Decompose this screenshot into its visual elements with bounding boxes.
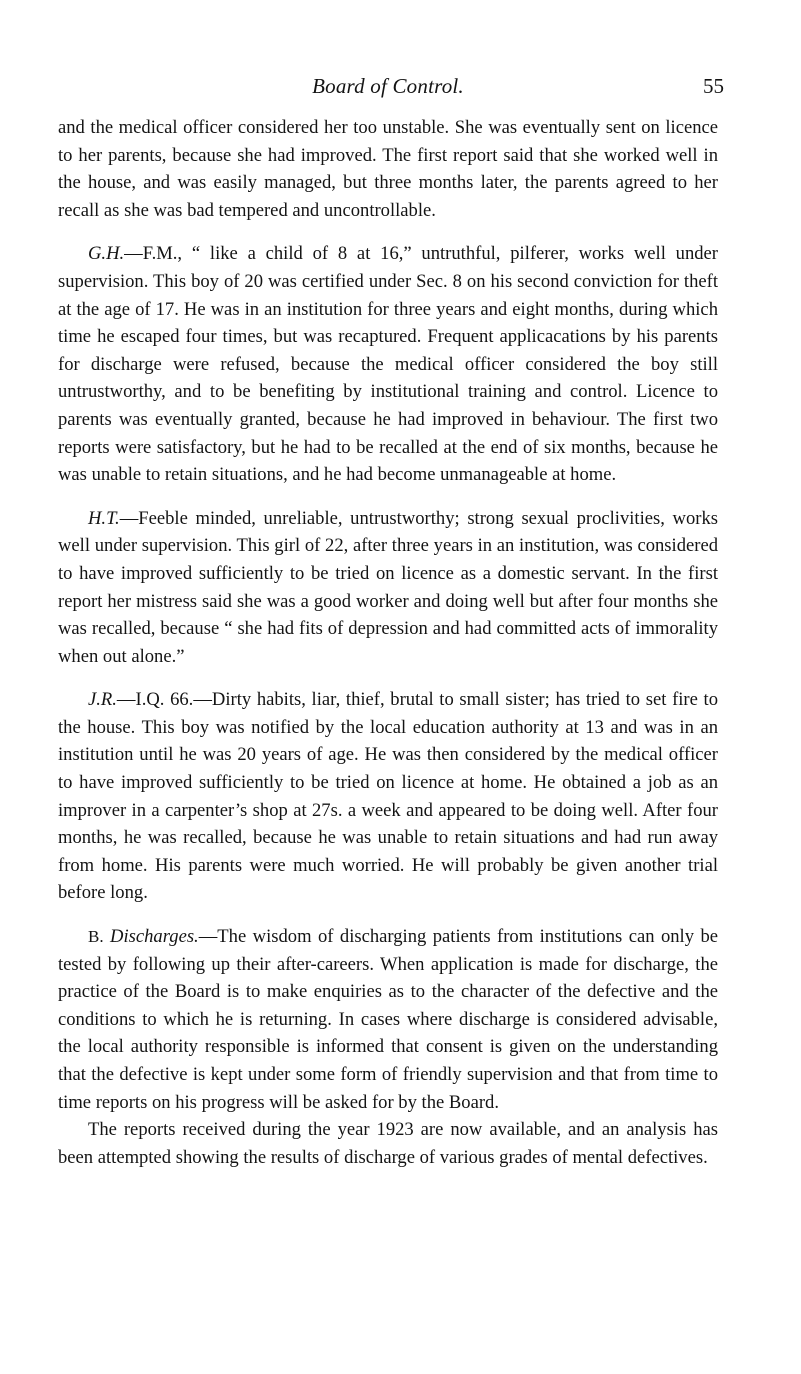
running-title: Board of Control. [312, 74, 464, 98]
body-text [58, 114, 718, 1187]
paragraph-text: The reports received during the year 1923 are now available, and an analysis has been attempted showing the results of discharge of various grades of mental defectives. [58, 1119, 718, 1168]
section-paragraph-discharges [58, 923, 718, 1116]
section-title: Discharges. [110, 926, 199, 948]
case-paragraph-gh [58, 240, 718, 488]
case-paragraph-ht [58, 505, 718, 671]
case-id: G.H. [88, 243, 125, 265]
case-id: J.R. [88, 689, 117, 711]
paragraph-text: —F.M., “ like a child of 8 at 16,” untruthful, pilferer, works well under supervision. This boy of 20 was certified under Sec. 8 on his second conviction for theft at the age of 17. He was in an institution for three years and eight months, during which time he escaped four times, but was recaptured. Frequent applicacations by his parents for discharge were refused, because the medical officer considered the boy still untrustworthy, and to be benefiting by institutional training and control. Licence to parents was eventually granted, because he had improved in behaviour. The first two reports were satisfactory, but he had to be recalled at the end of six months, because he was unable to retain situations, and he had become unmanageable at home. [58, 243, 718, 486]
running-header [58, 74, 724, 104]
paragraph-text: and the medical officer considered her too unstable. She was eventually sent on licence to her parents, because she had improved. The first report said that she worked well in the house, and was easily managed, but three months later, the parents agreed to her recall as she was bad tempered and uncontrollable. [58, 117, 718, 221]
paragraph-reports [58, 1116, 718, 1171]
paragraph-text: —Feeble minded, unreliable, untrustworthy; strong sexual proclivities, works well under supervision. This girl of 22, after three years in an institution, was considered to have improved sufficiently to be tried on licence as a domestic servant. In the first report her mistress said she was a good worker and doing well but after four months she was recalled, because “ she had fits of depression and had committed acts of immorality when out alone.” [58, 507, 718, 667]
paragraph-continuation [58, 114, 718, 224]
section-letter: B. [88, 927, 104, 947]
paragraph-text: —The wisdom of discharging patients from institutions can only be tested by following up their after-careers. When application is made for discharge, the practice of the Board is to make enquiries as to the character of the defective and the conditions to which he is returning. In cases where discharge is considered advisable, the local authority responsible is informed that consent is given on the understanding that the defective is kept under some form of friendly supervision and that from time to time reports on his progress will be asked for by the Board. [58, 926, 718, 1113]
paragraph-text: —I.Q. 66.—Dirty habits, liar, thief, brutal to small sister; has tried to set fire to the house. This boy was notified by the local education authority at 13 and was in an institution until he was 20 years of age. He was then considered by the medical officer to have improved sufficiently to be tried on licence at home. He obtained a job as an improver in a carpenter’s shop at 27s. a week and appeared to be doing well. After four months, he was recalled, because he was unable to retain situations and had run away from home. His parents were much worried. He will probably be given another trial before long. [58, 689, 718, 904]
page-number: 55 [703, 74, 724, 98]
case-paragraph-jr [58, 686, 718, 907]
case-id: H.T. [88, 507, 120, 529]
